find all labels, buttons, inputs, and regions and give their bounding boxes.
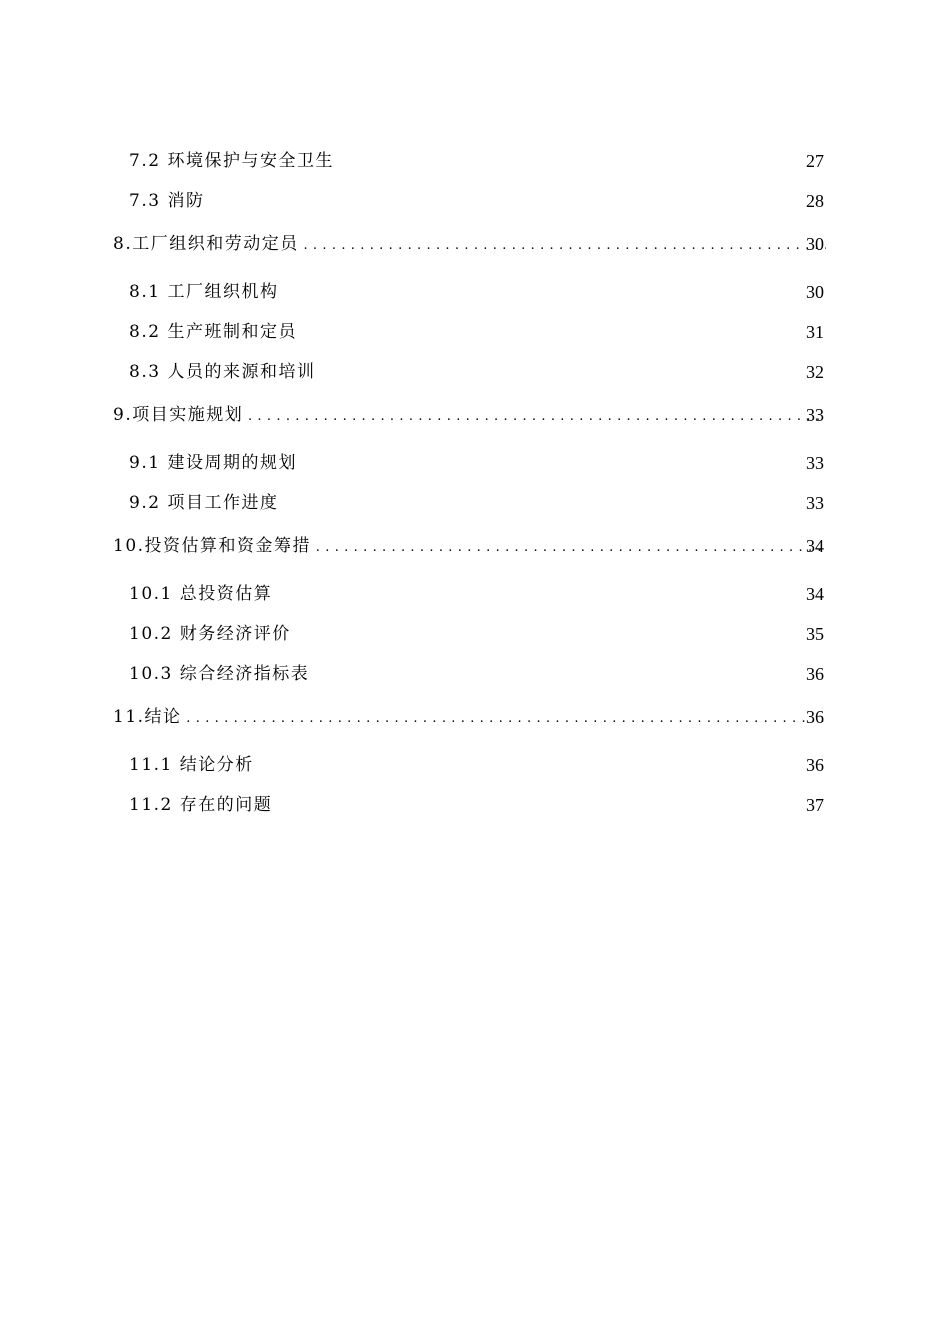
toc-entry-10-3[interactable] xyxy=(0,659,950,689)
toc-entry-page: 31 xyxy=(806,322,824,342)
toc-entry-page: 33 xyxy=(806,405,824,425)
toc-entry-title: 11.2 存在的问题 xyxy=(129,795,273,815)
toc-entry-title: 10.2 财务经济评价 xyxy=(129,624,291,644)
toc-entry-title: 8.3 人员的来源和培训 xyxy=(129,362,316,382)
toc-entry-8-1[interactable] xyxy=(0,277,950,307)
toc-entry-11[interactable] xyxy=(0,702,950,732)
toc-entry-title: 10.1 总投资估算 xyxy=(129,584,273,604)
toc-entry-page: 32 xyxy=(806,362,824,382)
toc-entry-title: 8.2 生产班制和定员 xyxy=(129,322,297,342)
toc-entry-10-2[interactable] xyxy=(0,619,950,649)
toc-entry-title: 10.投资估算和资金筹措 . . . xyxy=(113,531,826,563)
toc-entry-title: 9.1 建设周期的规划 xyxy=(129,453,297,473)
toc-entry-title: 7.3 消防 xyxy=(129,191,205,211)
toc-entry-11-2[interactable] xyxy=(0,790,950,820)
toc-entry-title: 7.2 环境保护与安全卫生 xyxy=(129,151,334,171)
toc-entry-7-3[interactable] xyxy=(0,186,950,216)
toc-entry-page: 34 xyxy=(806,584,824,604)
toc-entry-title: 9.项目实施规划 . . . xyxy=(113,400,826,432)
toc-entry-9-1[interactable] xyxy=(0,448,950,478)
toc-entry-10-1[interactable] xyxy=(0,579,950,609)
toc-entry-8-2[interactable] xyxy=(0,317,950,347)
toc-entry-page: 36 xyxy=(806,664,824,684)
toc-entry-11-1[interactable] xyxy=(0,750,950,780)
toc-entry-page: 34 xyxy=(806,536,824,556)
toc-entry-page: 30 xyxy=(806,234,824,254)
toc-entry-title: 11.结论 . . . xyxy=(113,702,826,734)
toc-entry-title: 9.2 项目工作进度 xyxy=(129,493,279,513)
toc-entry-page: 28 xyxy=(806,191,824,211)
toc-entry-page: 30 xyxy=(806,282,824,302)
toc-entry-page: 35 xyxy=(806,624,824,644)
toc-entry-page: 36 xyxy=(806,755,824,775)
toc-entry-title: 11.1 结论分析 xyxy=(129,755,254,775)
toc-entry-8[interactable] xyxy=(0,229,950,259)
toc-entry-8-3[interactable] xyxy=(0,357,950,387)
toc-entry-7-2[interactable] xyxy=(0,146,950,176)
toc-entry-title: 8.1 工厂组织机构 xyxy=(129,282,279,302)
toc-entry-page: 33 xyxy=(806,493,824,513)
toc-entry-title: 10.3 综合经济指标表 xyxy=(129,664,310,684)
toc-entry-9[interactable] xyxy=(0,400,950,430)
toc-entry-page: 37 xyxy=(806,795,824,815)
toc-entry-page: 27 xyxy=(806,151,824,171)
toc-entry-page: 36 xyxy=(806,707,824,727)
toc-entry-10[interactable] xyxy=(0,531,950,561)
toc-entry-title: 8.工厂组织和劳动定员 . . . xyxy=(113,229,826,261)
toc-entry-page: 33 xyxy=(806,453,824,473)
toc-entry-9-2[interactable] xyxy=(0,488,950,518)
